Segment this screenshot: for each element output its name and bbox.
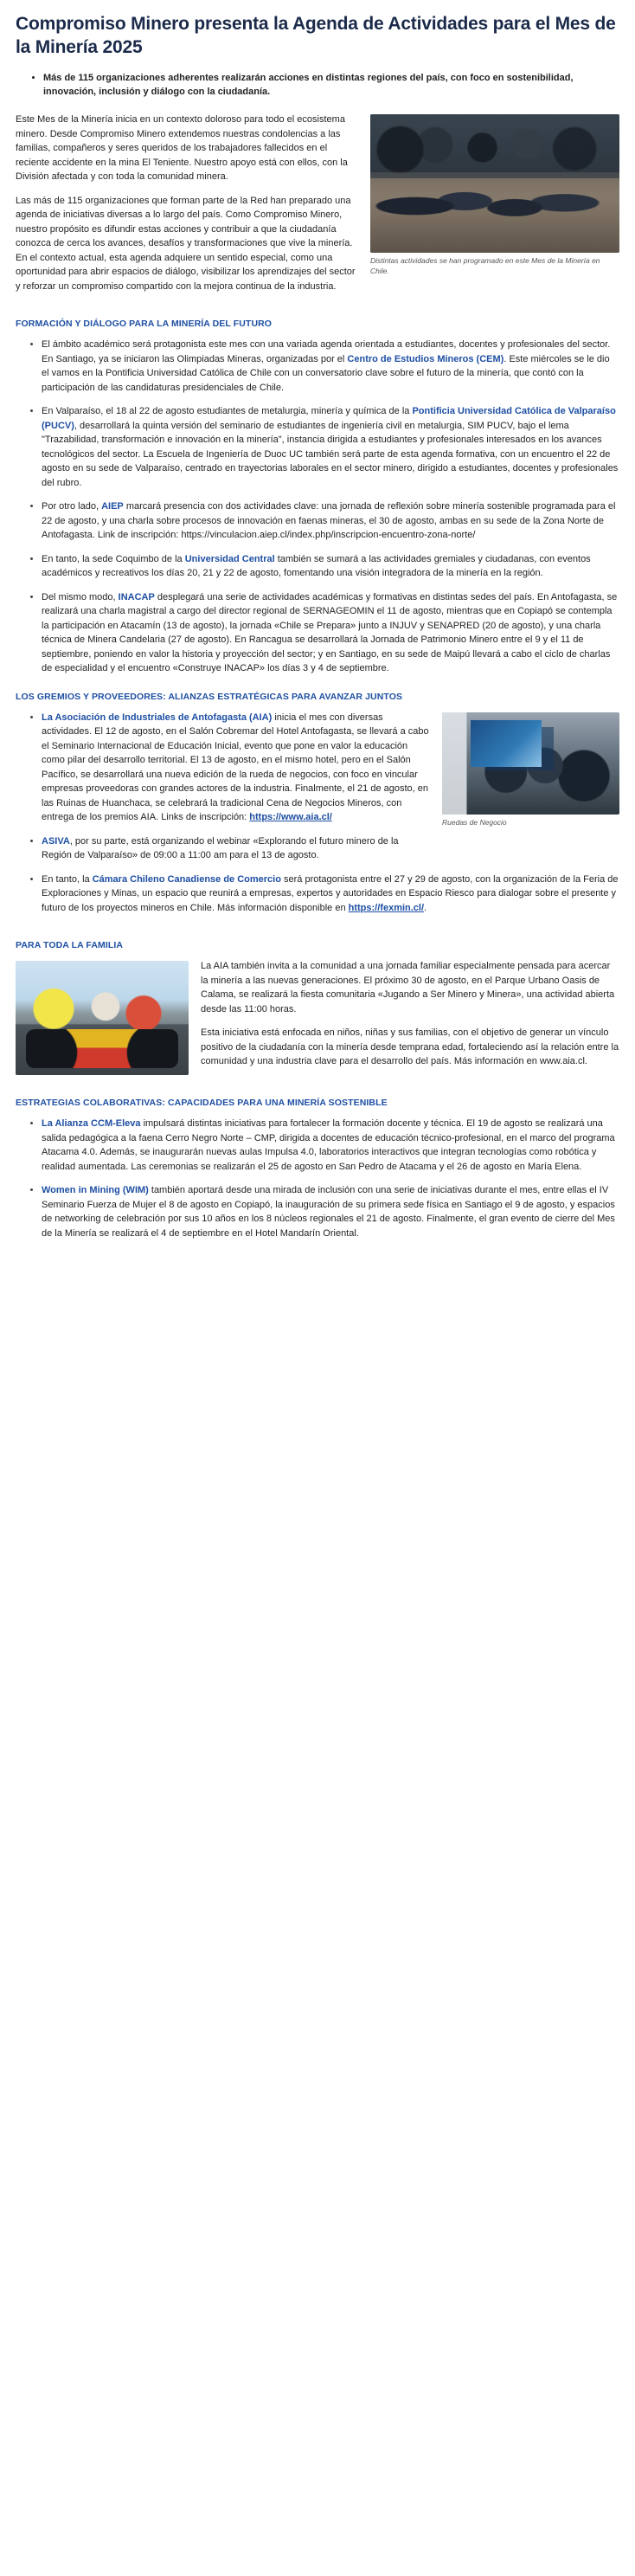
section-heading-gremios: LOS GREMIOS Y PROVEEDORES: ALIANZAS ESTRATÉGICAS PARA AVANZAR JUNTOS [16, 691, 403, 702]
gremios-figure [442, 712, 619, 828]
photo-business-round-table-icon [442, 712, 619, 815]
text-run: desplegará una serie de actividades académicas y formativas en distintas sedes del país. En Antofagasta, se realizará una charla magistral a cargo del director regional de SERNAGEOMIN el 11 de agosto, mientras que en Copiapó se contempla la participación en Atacamín (13 de agosto), la jornada «Chile se Prepara» junto a INJUV y SENAPRED (20 de agosto), y una charla técnica de Minera Candelaria (27 de agosto). En Rancagua se desarrollará la Jornada de Patrimonio Minero entre el 9 y el 11 de septiembre, poniendo en valor la historia y proyección del sector; y en Santiago, en su sede de Maipú llevará a cabo el ciclo de charlas de especialidad y el encuentro «Construye INACAP» los días 3 y 4 de septiembre. [42, 591, 618, 673]
lede-list [16, 71, 619, 99]
text-run: marcará presencia con dos actividades clave: una jornada de reflexión sobre minería sostenible programada para el 22 de agosto, y una charla sobre procesos de innovación en faenas mineras, el 30 de agosto, ambas en su sede de la Zona Norte de Antofagasta. Link de inscripción: https://vinculacion.aiep.cl/index.php/inscripcion-encuentro-zona-norte/ [42, 501, 616, 540]
familia-paragraph-2: Esta iniciativa está enfocada en niños, niñas y sus familias, con el objetivo de generar un vínculo positivo de la ciudadanía con la minería desde temprana edad, fortaleciendo así la relación entre la comunidad y una industria clave para el desarrollo del país. Más información en www.aia.cl. [201, 1027, 619, 1066]
familia-paragraph-1: La AIA también invita a la comunidad a una jornada familiar especialmente pensada para acercar la minería a las nuevas generaciones. El próximo 30 de agosto, en el Parque Urbano Oasis de Calama, se realizará la fiesta comunitaria «Jugando a Ser Minero y Minera», una actividad abierta desde las 11:00 horas. [201, 961, 615, 1014]
familia-section [16, 959, 619, 1082]
section-heading-familia: PARA TODA LA FAMILIA [16, 940, 124, 950]
text-run: En Valparaíso, el 18 al 22 de agosto estudiantes de metalurgia, minería y química de la [42, 406, 413, 416]
section-list-estrategias [16, 1117, 619, 1240]
text-run: , por su parte, está organizando el webinar «Explorando el futuro minero de la Región de Valparaíso» de 09:00 a 11:00 am para el 13 de agosto. [42, 835, 399, 860]
text-run: . Este miércoles se le dio el vamos en la Pontificia Universidad Católica de Chile con un conversatorio clave sobre el futuro de la minería, que contó con la participación de las candidaturas presidenciales de Chile. [42, 353, 610, 393]
text-run: Por otro lado, [42, 501, 102, 512]
text-run: Del mismo modo, [42, 591, 119, 602]
highlighted-entity[interactable]: La Asociación de Industriales de Antofagasta (AIA) [42, 712, 273, 723]
section-heading-estrategias: ESTRATEGIAS COLABORATIVAS: CAPACIDADES PARA UNA MINERÍA SOSTENIBLE [16, 1098, 388, 1108]
text-run: inicia el mes con diversas actividades. El 12 de agosto, en el Salón Cobremar del Hotel Antofagasta, se llevará a cabo el Seminario Internacional de Educación Inicial, evento que pone en valor la educación como pilar del desarrollo territorial. El 13 de agosto, en el mismo hotel, pero en el Salón Pacífico, se desarrollará una nueva edición de la rueda de negocios, con foco en vincular empresas proveedoras con grandes actores de la industria. Finalmente, el 21 de agosto, en las Ruinas de Huanchaca, se celebrará la tradicional Cena de Negocios Mineros, con entrega de los premios AIA. Links de inscripción: [42, 712, 429, 822]
highlighted-entity[interactable]: Cámara Chileno Canadiense de Comercio [92, 873, 281, 885]
intro-figure-caption: Distintas actividades se han programado en este Mes de la Minería en Chile. [370, 256, 600, 275]
list-item [42, 873, 619, 916]
highlighted-entity[interactable]: Women in Mining (WIM) [42, 1185, 149, 1195]
intro-figure [370, 114, 619, 276]
highlighted-entity[interactable]: Pontificia Universidad Católica de Valparaíso (PUCV) [42, 406, 616, 431]
section-heading-formacion: FORMACIÓN Y DIÁLOGO PARA LA MINERÍA DEL FUTURO [16, 319, 273, 329]
text-run: En tanto, la [42, 873, 93, 885]
text-run: En tanto, la sede Coquimbo de la [42, 553, 185, 564]
familia-figure [16, 961, 189, 1075]
lede-item: • Más de 115 organizaciones adherentes realizarán acciones en distintas regiones del país, con foco en sostenibilidad, innovación, inclusión y diálogo con la ciudadanía. [43, 71, 619, 99]
list-item [42, 1183, 619, 1240]
highlighted-entity[interactable]: AIEP [101, 501, 124, 512]
photo-meeting-room-icon [370, 114, 619, 253]
text-run: también aportará desde una mirada de inclusión con una serie de iniciativas durante el mes, entre ellas el IV Seminario Fuerza de Mujer el 8 de agosto en Copiapó, la inauguración de su primera sede física en Santiago el 9 de agosto, y espacios de networking de celebración por sus 10 años en los 8 núcleos regionales el 21 de agosto. Finalmente, el gran evento de cierre del Mes de la Minería se realizará el 4 de septiembre en el Hotel Mandarín Oriental. [42, 1185, 615, 1239]
text-run: también se sumará a las actividades gremiales y ciudadanas, con eventos académicos y recreativos los días 20, 21 y 22 de agosto, fomentando una visión integradora de la minería en la región. [42, 553, 591, 578]
intro-paragraph-2: Las más de 115 organizaciones que forman parte de la Red han preparado una agenda de iniciativas diversas a lo largo del país. Como Compromiso Minero, nuestro propósito es difundir estas acciones y contribuir a que la ciudadanía conozca de cerca los avances, desafíos y transformaciones que vive la minería. En el contexto actual, esta agenda adquiere un sentido especial, como una oportunidad para abrir espacios de diálogo, visibilizar los aprendizajes del sector y reforzar un compromiso compartido con la mejora continua de la industria. [16, 195, 356, 292]
text-run: será protagonista entre el 27 y 29 de agosto, con la organización de la Feria de Exploraciones y Minas, un espacio que reunirá a empresas, expertos y autoridades en Espacio Riesco para dialogar sobre el presente y futuro de los proyectos mineros en Chile. Más información disponible en [42, 873, 619, 913]
text-run: , desarrollará la quinta versión del seminario de estudiantes de ingeniería civil en metalurgia, SIM PUCV, bajo el lema "Trazabilidad, transformación e innovación en la minería", instancia dirigida a estudiantes y profesionales interesados en los avances tecnológicos del sector. La Escuela de Ingeniería de Duoc UC también será parte de esta agenda formativa, con un encuentro el 22 de agosto en su sede de Valparaíso, centrado en trayectorias laborales en el sector minero, dirigido a estudiantes, docentes y profesionales del rubro. [42, 420, 619, 488]
inline-link[interactable]: https://fexmin.cl/ [348, 902, 425, 913]
text-run: El ámbito académico será protagonista este mes con una variada agenda orientada a estudiantes, docentes y profesionales del sector. En Santiago, ya se iniciaron las Olimpiadas Mineras, organizadas por el [42, 339, 611, 364]
intro-paragraph-1: Este Mes de la Minería inicia en un contexto doloroso para todo el ecosistema minero. Desde Compromiso Minero extendemos nuestras condolencias a las familias, compañeros y seres queridos de los trabajadores fallecidos en el reciente accidente en la mina El Teniente. Nuestro apoyo está con ellos, con la División afectada y con toda la comunidad minera. [16, 114, 348, 182]
list-item [42, 552, 619, 581]
highlighted-entity[interactable]: ASIVA [42, 835, 70, 847]
section-list-formacion [16, 338, 619, 676]
text-run: . [424, 902, 427, 913]
text-run: impulsará distintas iniciativas para fortalecer la formación docente y técnica. El 19 de agosto se realizará una salida pedagógica a la faena Cerro Negro Norte – CMP, dirigida a docentes de educación técnico-profesional, en el marco del programa Atacama 4.0. Además, se inaugurarán nuevas aulas Impulsa 4.0, laboratorios interactivos que integran tecnologías como robótica y realidad aumentada. Las ceremonias se realizarán el 25 de agosto en San Pedro de Atacama y el 26 de agosto en María Elena. [42, 1118, 615, 1172]
list-item [42, 404, 619, 490]
list-item [42, 338, 619, 395]
list-item [42, 590, 619, 676]
list-item [42, 499, 619, 543]
highlighted-entity[interactable]: Universidad Central [184, 553, 275, 564]
intro-section [16, 113, 619, 303]
page-title: Compromiso Minero presenta la Agenda de Actividades para el Mes de la Minería 2025 [16, 14, 616, 57]
gremios-figure-caption: Ruedas de Negocio [442, 817, 507, 827]
list-item [42, 1117, 619, 1174]
inline-link[interactable]: https://www.aia.cl/ [249, 812, 332, 822]
highlighted-entity[interactable]: La Alianza CCM-Eleva [42, 1118, 141, 1129]
highlighted-entity[interactable]: Centro de Estudios Mineros (CEM) [347, 353, 504, 364]
list-item [42, 834, 619, 863]
highlighted-entity[interactable]: INACAP [118, 591, 155, 602]
photo-children-go-kart-icon [16, 961, 189, 1075]
article-page [0, 0, 635, 1272]
